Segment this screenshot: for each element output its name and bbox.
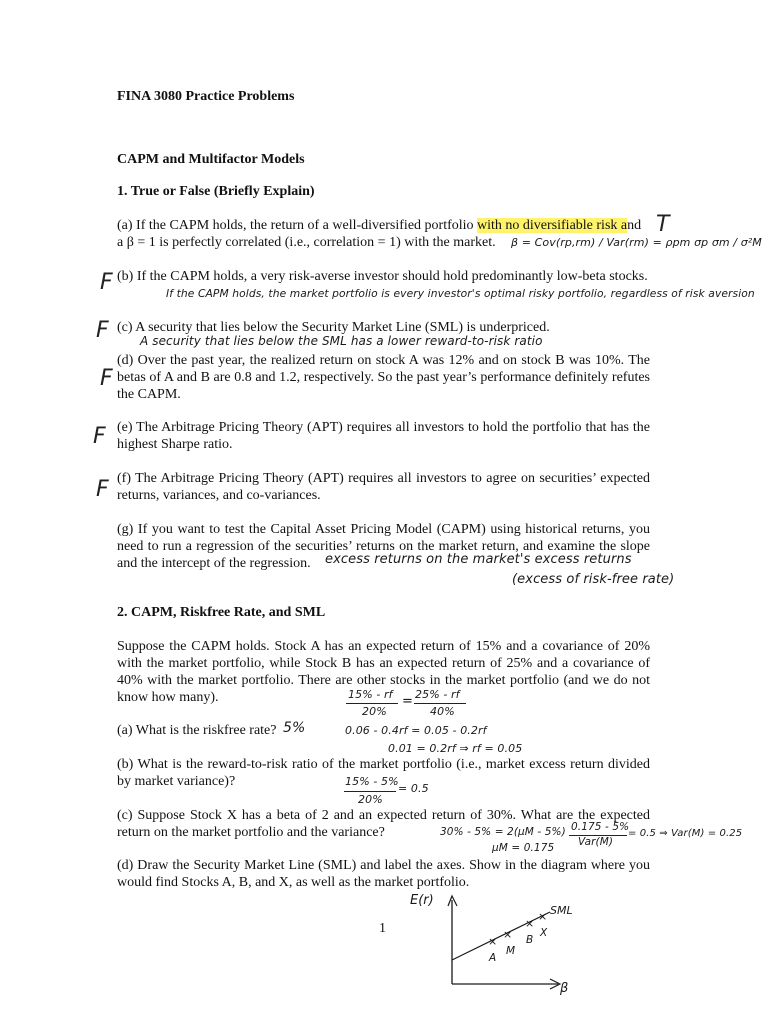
sml-label: SML — [550, 904, 573, 917]
q2-title: 2. CAPM, Riskfree Rate, and SML — [117, 605, 326, 620]
eq2: 0.06 - 0.4rf = 0.05 - 0.2rf — [345, 724, 487, 737]
point-label-a: A — [489, 952, 497, 964]
note-g-line1: excess returns on the market's excess returns — [325, 552, 632, 567]
point-label-m: M — [506, 945, 516, 957]
beta-formula-note: β = Cov(rp,rm) / Var(rm) = ρpm σp σm / σ²M — [511, 236, 762, 249]
eq6-num: 0.175 - 5% — [571, 821, 630, 833]
marker-m: × — [503, 928, 513, 941]
section-title: CAPM and Multifactor Models — [117, 152, 305, 167]
answer-rf: 5% — [283, 720, 306, 736]
q1-f: (f) The Arbitrage Pricing Theory (APT) requires all investors to agree on securities’ expected returns, variances, and co-variances. — [117, 471, 650, 503]
q1-b: (b) If the CAPM holds, a very risk-averse investor should hold predominantly low-beta stocks. — [117, 269, 648, 284]
q1-c: (c) A security that lies below the Security Market Line (SML) is underpriced. — [117, 320, 550, 335]
eq1-right-den: 40% — [430, 705, 455, 718]
q1-a-line2: a β = 1 is perfectly correlated (i.e., correlation = 1) with the market. — [117, 235, 496, 250]
eq6-den: Var(M) — [578, 836, 614, 848]
point-markers — [488, 910, 547, 948]
q2-b: (b) What is the reward-to-risk ratio of the market portfolio (i.e., market excess return divided by market variance)? — [117, 757, 650, 789]
q2-c: (c) Suppose Stock X has a beta of 2 and an expected return of 30%. What are the expected return on the market portfolio and the variance? — [117, 808, 650, 840]
highlighted-text: with no diversifiable risk a — [477, 218, 628, 233]
false-mark-b: F — [100, 270, 113, 295]
false-mark-c: F — [96, 318, 109, 343]
false-mark-d: F — [100, 366, 113, 391]
eq1-right-num: 25% - rf — [415, 688, 460, 701]
q1-a-text-end: nd — [627, 218, 642, 233]
fraction-bar — [414, 703, 466, 704]
fraction-bar — [346, 703, 398, 704]
sml-sketch — [400, 888, 590, 1008]
course-title: FINA 3080 Practice Problems — [117, 89, 295, 104]
q1-title: 1. True or False (Briefly Explain) — [117, 184, 315, 199]
false-mark-f: F — [96, 477, 109, 502]
note-c: A security that lies below the SML has a lower reward-to-risk ratio — [140, 334, 543, 348]
eq4-result: = 0.5 — [398, 782, 429, 795]
eq5: 30% - 5% = 2(μM - 5%) — [440, 826, 566, 838]
eq4-num: 15% - 5% — [345, 775, 399, 788]
q2-intro: Suppose the CAPM holds. Stock A has an expected return of 15% and a covariance of 20% with the market portfolio, while Stock B has an expected return of 25% and a covariance of 40% with the market portfolio. There are other stocks in the market portfolio (and we do not know how many). — [117, 639, 650, 705]
q1-g: (g) If you want to test the Capital Asset Pricing Model (CAPM) using historical returns, you need to run a regression of the securities’ returns on the market return, and examine the slope and the intercept of the regression. — [117, 522, 650, 571]
point-label-b: B — [526, 934, 534, 946]
eq5-result: μM = 0.175 — [492, 842, 555, 854]
marker-x: × — [538, 910, 548, 923]
page-number: 1 — [379, 921, 386, 936]
eq1-left-num: 15% - rf — [348, 688, 393, 701]
point-label-x: X — [540, 927, 548, 939]
eq3: 0.01 = 0.2rf ⇒ rf = 0.05 — [388, 742, 523, 755]
q1-d: (d) Over the past year, the realized return on stock A was 12% and on stock B was 10%. The betas of A and B are 0.8 and 1.2, respectively. So the past year’s performance definitely refutes the CAPM. — [117, 353, 650, 402]
false-mark-e: F — [93, 424, 106, 449]
q2-d: (d) Draw the Security Market Line (SML) and label the axes. Show in the diagram where you would find Stocks A, B, and X, as well as the market portfolio. — [117, 858, 650, 890]
q2-a: (a) What is the riskfree rate? — [117, 723, 277, 738]
marker-b: × — [525, 917, 535, 930]
equals-sign: = — [402, 694, 413, 709]
fraction-bar — [344, 791, 396, 792]
note-g-line2: (excess of risk-free rate) — [512, 572, 675, 587]
eq6-result: = 0.5 ⇒ Var(M) = 0.25 — [628, 828, 743, 839]
eq4-den: 20% — [358, 793, 383, 806]
q1-e: (e) The Arbitrage Pricing Theory (APT) requires all investors to hold the portfolio that has the highest Sharpe ratio. — [117, 420, 650, 452]
eq1-left-den: 20% — [362, 705, 387, 718]
marker-a: × — [488, 935, 498, 948]
y-axis-label: E(r) — [410, 893, 434, 908]
x-axis-label: β — [560, 981, 569, 996]
q1-a-text: (a) If the CAPM holds, the return of a well-diversified portfolio — [117, 218, 478, 233]
note-b: If the CAPM holds, the market portfolio is every investor's optimal risky portfolio, regardless of risk aversion — [166, 287, 755, 300]
sml-line — [452, 912, 550, 960]
true-mark: T — [656, 212, 670, 237]
